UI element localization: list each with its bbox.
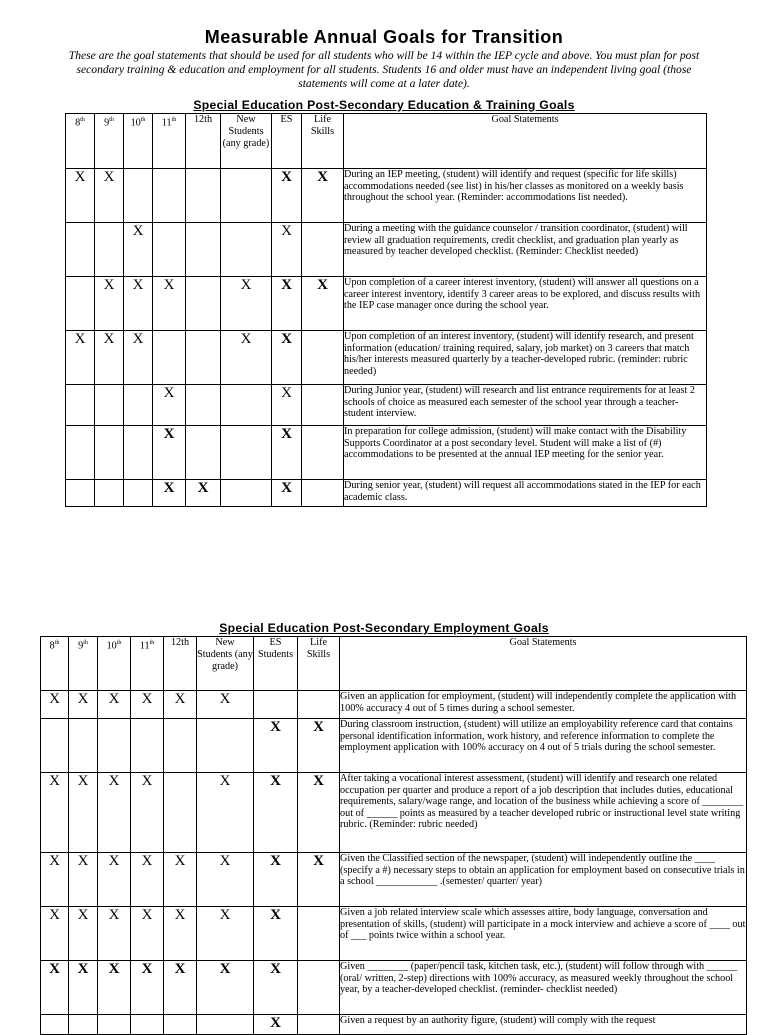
goal-statement-cell: After taking a vocational interest assessment, (student) will identify and research one related occupation per quarter and produce a report of a job description that includes duties, educational requirements, salary/wage range, and location of the business while achieving a score of ________ out of ______ points as measured by a teacher developed rubric or instructional level state writing rubric. (Reminder: rubric needed) (340, 773, 747, 853)
col-header-12th: 12th (164, 637, 197, 691)
col-header-11th: 11th (131, 637, 164, 691)
mark-cell-new-students: X (197, 691, 254, 719)
col-header-life-skills: Life Skills (302, 114, 344, 169)
mark-cell-12th (164, 773, 197, 853)
mark-cell-11th: X (131, 853, 164, 907)
table-row (41, 907, 747, 961)
page-title: Measurable Annual Goals for Transition (204, 27, 564, 47)
table-row (66, 277, 707, 331)
mark-cell-11th (131, 1015, 164, 1035)
mark-cell-9th: X (95, 277, 124, 331)
goal-statement-cell: Given ________ (paper/pencil task, kitchen task, etc.), (student) will follow through with ______ (oral/ written, 2-step) directions with 100% accuracy, as measured weekly throughout the school year, by a teacher-developed checklist. (reminder- checklist needed) (340, 961, 747, 1015)
mark-cell-11th: X (153, 426, 186, 480)
mark-cell-12th (164, 1015, 197, 1035)
mark-cell-10th (98, 1015, 131, 1035)
employment-goals-body (41, 691, 747, 1035)
mark-cell-es: X (272, 426, 302, 480)
goal-statement-cell: Given an application for employment, (student) will independently complete the application with 100% accuracy 4 out of 5 times during a school semester. (340, 691, 747, 719)
mark-cell-life-skills (302, 331, 344, 385)
table-header-row (66, 114, 707, 169)
mark-cell-10th: X (98, 961, 131, 1015)
mark-cell-10th: X (124, 223, 153, 277)
mark-cell-12th: X (186, 480, 221, 507)
table-row (41, 853, 747, 907)
mark-cell-11th: X (131, 907, 164, 961)
mark-cell-11th (153, 169, 186, 223)
mark-cell-new-students: X (197, 961, 254, 1015)
mark-cell-10th (124, 480, 153, 507)
mark-cell-10th (124, 385, 153, 426)
mark-cell-es: X (272, 169, 302, 223)
mark-cell-life-skills (302, 480, 344, 507)
table-row (66, 223, 707, 277)
table-row (41, 773, 747, 853)
mark-cell-12th (186, 223, 221, 277)
mark-cell-8th: X (41, 853, 69, 907)
mark-cell-12th (186, 331, 221, 385)
mark-cell-11th: X (153, 480, 186, 507)
mark-cell-9th (69, 719, 98, 773)
mark-cell-new-students (221, 480, 272, 507)
mark-cell-9th (69, 1015, 98, 1035)
mark-cell-life-skills: X (298, 853, 340, 907)
goal-statement-cell: In preparation for college admission, (student) will make contact with the Disability Supports Coordinator at a post secondary level. Student will make a list of (#) accommodations to be presented at the annual IEP meeting for the senior year. (344, 426, 707, 480)
mark-cell-8th: X (41, 907, 69, 961)
mark-cell-8th: X (41, 691, 69, 719)
mark-cell-10th (124, 426, 153, 480)
goal-statement-cell: Given a job related interview scale which assesses attire, body language, conversation and presentation of skills, (student) will participate in a mock interview and achieve a score of ____ out of ___ points twice within a school year. (340, 907, 747, 961)
goal-statement-cell: Upon completion of an interest inventory, (student) will identify research, and present information (education/ training required, salary, job market) on 3 careers that match his/her interests measured quarterly by a teacher-developed rubric. (reminder: rubric needed) (344, 331, 707, 385)
mark-cell-es: X (272, 480, 302, 507)
table-row (41, 961, 747, 1015)
col-header-9th: 9th (69, 637, 98, 691)
mark-cell-8th (66, 426, 95, 480)
mark-cell-12th (186, 385, 221, 426)
mark-cell-10th (98, 719, 131, 773)
mark-cell-8th: X (66, 331, 95, 385)
mark-cell-new-students (197, 719, 254, 773)
table-row (66, 331, 707, 385)
mark-cell-11th: X (153, 277, 186, 331)
mark-cell-es: X (254, 773, 298, 853)
mark-cell-es: X (254, 907, 298, 961)
col-header-9th: 9th (95, 114, 124, 169)
mark-cell-8th (41, 1015, 69, 1035)
col-header-life-skills: Life Skills (298, 637, 340, 691)
mark-cell-10th: X (98, 773, 131, 853)
table-row (66, 426, 707, 480)
mark-cell-9th (95, 480, 124, 507)
mark-cell-10th: X (98, 691, 131, 719)
mark-cell-11th (153, 331, 186, 385)
mark-cell-es: X (254, 719, 298, 773)
mark-cell-12th: X (164, 961, 197, 1015)
goal-statement-cell: During Junior year, (student) will research and list entrance requirements for at least 2 schools of choice as measured each semester of the school year through a teacher-student interview. (344, 385, 707, 426)
mark-cell-life-skills: X (302, 277, 344, 331)
mark-cell-9th: X (69, 961, 98, 1015)
mark-cell-10th: X (98, 907, 131, 961)
table-row (41, 1015, 747, 1035)
col-header-es-students: ES Students (254, 637, 298, 691)
mark-cell-9th: X (69, 691, 98, 719)
mark-cell-8th: X (41, 773, 69, 853)
education-goals-body (66, 169, 707, 507)
mark-cell-es: X (272, 385, 302, 426)
mark-cell-12th (186, 426, 221, 480)
mark-cell-12th (186, 277, 221, 331)
table-row (66, 480, 707, 507)
mark-cell-8th: X (41, 961, 69, 1015)
mark-cell-new-students: X (197, 907, 254, 961)
col-header-8th: 8th (41, 637, 69, 691)
mark-cell-12th (186, 169, 221, 223)
table-row (66, 385, 707, 426)
mark-cell-9th: X (69, 773, 98, 853)
mark-cell-8th (66, 480, 95, 507)
mark-cell-es: X (254, 1015, 298, 1035)
education-goals-table (65, 113, 707, 507)
mark-cell-new-students: X (197, 773, 254, 853)
table-row (41, 691, 747, 719)
mark-cell-new-students (197, 1015, 254, 1035)
goal-statement-cell: During classroom instruction, (student) will utilize an employability reference card that contains personal identification information, work history, and reference information to complete the employment application with 100% accuracy on 4 out of 5 trials during the school semester. (340, 719, 747, 773)
employment-goals-table (40, 636, 747, 1035)
mark-cell-11th: X (153, 385, 186, 426)
mark-cell-life-skills (302, 426, 344, 480)
table-row (41, 719, 747, 773)
col-header-goal-statements: Goal Statements (344, 114, 707, 169)
mark-cell-10th: X (124, 331, 153, 385)
mark-cell-10th: X (124, 277, 153, 331)
section-title-education: Special Education Post-Secondary Education & Training Goals (193, 98, 575, 112)
mark-cell-10th: X (98, 853, 131, 907)
mark-cell-es: X (272, 223, 302, 277)
goal-statement-cell: Upon completion of a career interest inventory, (student) will answer all questions on a career interest inventory, identify 3 career areas to be explored, and discuss results with the IEP case manager once during the school year. (344, 277, 707, 331)
mark-cell-12th: X (164, 907, 197, 961)
mark-cell-9th (95, 426, 124, 480)
col-header-10th: 10th (124, 114, 153, 169)
mark-cell-new-students (221, 426, 272, 480)
mark-cell-life-skills (298, 961, 340, 1015)
table-row (66, 169, 707, 223)
goal-statement-cell: During an IEP meeting, (student) will identify and request (specific for life skills) accommodations needed (see list) in his/her classes as monitored on a weekly basis throughout the school year. (Reminder: accommodations list needed). (344, 169, 707, 223)
mark-cell-es (254, 691, 298, 719)
mark-cell-new-students: X (197, 853, 254, 907)
mark-cell-es: X (272, 277, 302, 331)
mark-cell-9th: X (95, 331, 124, 385)
goal-statement-cell: Given a request by an authority figure, (student) will comply with the request (340, 1015, 747, 1035)
mark-cell-8th: X (66, 169, 95, 223)
mark-cell-new-students: X (221, 331, 272, 385)
mark-cell-12th (164, 719, 197, 773)
mark-cell-9th: X (95, 169, 124, 223)
mark-cell-11th: X (131, 961, 164, 1015)
mark-cell-es: X (254, 853, 298, 907)
mark-cell-8th (41, 719, 69, 773)
mark-cell-life-skills (298, 907, 340, 961)
mark-cell-9th (95, 223, 124, 277)
mark-cell-8th (66, 385, 95, 426)
mark-cell-life-skills (298, 1015, 340, 1035)
mark-cell-10th (124, 169, 153, 223)
goal-statement-cell: Given the Classified section of the newspaper, (student) will independently outline the ____ (specify a #) necessary steps to obtain an application for employment based on consecutive trials in a school ____________ .(semester/ quarter/ year) (340, 853, 747, 907)
mark-cell-9th (95, 385, 124, 426)
intro-text: These are the goal statements that should be used for all students who will be 14 within the IEP cycle and above. You must plan for post secondary training & education and employment for all students. Students 16 and older must have an independent living goal (those statements will come at a later date). (68, 49, 700, 91)
col-header-12th: 12th (186, 114, 221, 169)
section-title-employment: Special Education Post-Secondary Employment Goals (219, 621, 549, 635)
mark-cell-new-students (221, 223, 272, 277)
mark-cell-9th: X (69, 907, 98, 961)
col-header-8th: 8th (66, 114, 95, 169)
col-header-11th: 11th (153, 114, 186, 169)
mark-cell-12th: X (164, 691, 197, 719)
mark-cell-8th (66, 223, 95, 277)
mark-cell-11th: X (131, 773, 164, 853)
col-header-new-students: New Students (any grade) (221, 114, 272, 169)
mark-cell-life-skills (302, 385, 344, 426)
table-header-row (41, 637, 747, 691)
goal-statement-cell: During a meeting with the guidance counselor / transition coordinator, (student) will review all graduation requirements, credit checklist, and graduation plan yearly as measured by teacher developed checklist. (Reminder: Checklist needed) (344, 223, 707, 277)
col-header-es: ES (272, 114, 302, 169)
mark-cell-new-students (221, 385, 272, 426)
mark-cell-es: X (272, 331, 302, 385)
mark-cell-9th: X (69, 853, 98, 907)
mark-cell-8th (66, 277, 95, 331)
mark-cell-life-skills: X (298, 719, 340, 773)
mark-cell-life-skills (298, 691, 340, 719)
goal-statement-cell: During senior year, (student) will request all accommodations stated in the IEP for each academic class. (344, 480, 707, 507)
mark-cell-11th (131, 719, 164, 773)
mark-cell-new-students: X (221, 277, 272, 331)
mark-cell-es: X (254, 961, 298, 1015)
mark-cell-12th: X (164, 853, 197, 907)
col-header-goal-statements: Goal Statements (340, 637, 747, 691)
mark-cell-new-students (221, 169, 272, 223)
col-header-new-students: New Students (any grade) (197, 637, 254, 691)
mark-cell-11th: X (131, 691, 164, 719)
mark-cell-11th (153, 223, 186, 277)
mark-cell-life-skills (302, 223, 344, 277)
mark-cell-life-skills: X (298, 773, 340, 853)
col-header-10th: 10th (98, 637, 131, 691)
mark-cell-life-skills: X (302, 169, 344, 223)
